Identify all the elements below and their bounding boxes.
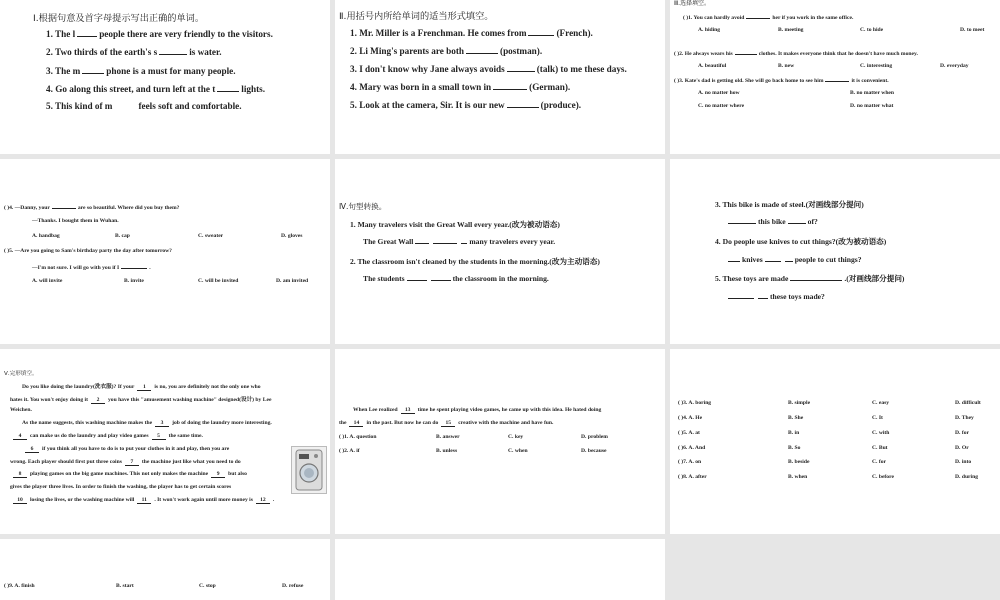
panel-cloze-options-continued[interactable] bbox=[0, 539, 330, 600]
sentence-3: 3. This bike is made of steel.(对画线部分提问) bbox=[715, 200, 864, 209]
mc-question-4: ( )4. —Danny, your are so beautiful. Where did you buy them? bbox=[4, 205, 180, 211]
option-b: B. start bbox=[116, 583, 134, 589]
option-d: D. during bbox=[955, 474, 979, 480]
option-d: D. into bbox=[955, 459, 972, 465]
dialogue-reply: —I'm not sure. I will go with you if I . bbox=[32, 265, 151, 271]
option-b: B. new bbox=[778, 63, 795, 69]
passage-line: When Lee realized 13 time he spent playing video games, he came up with this idea. He hated doing bbox=[353, 407, 602, 413]
empty-slot bbox=[670, 539, 1000, 600]
cloze-question-3: ( )3. A. boring bbox=[678, 400, 712, 406]
option-c: C. key bbox=[508, 434, 524, 440]
panel-multiple-choice-a[interactable] bbox=[670, 0, 1000, 154]
option-d: D. refuse bbox=[282, 583, 304, 589]
option-b: B. invite bbox=[124, 278, 144, 284]
option-d: D. problem bbox=[581, 434, 608, 440]
option-b: B. when bbox=[788, 474, 808, 480]
question-1: 1. The l people there are very friendly to the visitors. bbox=[46, 29, 273, 39]
option-d: D. to meet bbox=[960, 27, 985, 33]
cloze-question-2: ( )2. A. if bbox=[339, 448, 360, 454]
option-b: B. So bbox=[788, 445, 801, 451]
cloze-question-1: ( )1. A. question bbox=[339, 434, 377, 440]
question-5: 5. Look at the camera, Sir. It is our new (produce). bbox=[350, 100, 582, 110]
section-heading: Ⅴ.完形填空。 bbox=[4, 371, 38, 377]
mc-question-5: ( )5. —Are you going to Sam's birthday party the day after tomorrow? bbox=[4, 248, 172, 254]
option-b: B. in bbox=[788, 430, 800, 436]
passage-line: As the name suggests, this washing machine makes the 3 job of doing the laundry more interesting. bbox=[22, 420, 272, 426]
option-d: D. difficult bbox=[955, 400, 981, 406]
option-a: A. beautiful bbox=[698, 63, 727, 69]
option-d: D. Or bbox=[955, 445, 969, 451]
cloze-question-5: ( )5. A. at bbox=[678, 430, 700, 436]
option-a: A. will invite bbox=[32, 278, 63, 284]
panel-sentence-transform-b[interactable] bbox=[670, 159, 1000, 344]
option-c: C. with bbox=[872, 430, 890, 436]
option-c: C. sweater bbox=[198, 233, 224, 239]
cloze-question-8: ( )8. A. after bbox=[678, 474, 707, 480]
panel-cloze-options[interactable] bbox=[670, 349, 1000, 534]
panel-word-forms[interactable] bbox=[335, 0, 665, 154]
answer-line-4: knives people to cut things? bbox=[726, 255, 862, 264]
option-c: C. interesting bbox=[860, 63, 893, 69]
washing-machine-image bbox=[291, 446, 327, 494]
passage-line: Weichen. bbox=[10, 407, 32, 413]
section-heading: Ⅲ.选择填空。 bbox=[674, 0, 711, 7]
cloze-question-6: ( )6. A. And bbox=[678, 445, 706, 451]
question-3: 3. I don't know why Jane always avoids (talk) to me these days. bbox=[350, 64, 627, 74]
passage-line: 6 if you think all you have to do is to put your clothes in it and play, then you are bbox=[22, 446, 229, 453]
mc-question-2: ( )2. He always wears his clothes. It makes everyone think that he doesn't have much money. bbox=[674, 51, 918, 57]
option-c: C. It bbox=[872, 415, 883, 421]
option-d: D. am invited bbox=[276, 278, 309, 284]
cloze-question-4: ( )4. A. He bbox=[678, 415, 703, 421]
passage-line: gives the player three lives. In order to finish the washing, the player has to get certain scores bbox=[10, 484, 232, 490]
passage-line: 8 playing games on the big game machines. This not only makes the machine 9 but also bbox=[10, 471, 247, 478]
option-b: B. unless bbox=[436, 448, 458, 454]
panel-cloze-passage-continued[interactable] bbox=[335, 349, 665, 534]
option-d: D. gloves bbox=[281, 233, 303, 239]
passage-line: 10 losing the lives, or the washing machine will 11 . It won't work again until more money is 12 . bbox=[10, 497, 274, 504]
option-d: D. for bbox=[955, 430, 969, 436]
option-b: B. meeting bbox=[778, 27, 804, 33]
answer-line-5: these toys made? bbox=[726, 292, 825, 301]
sentence-4: 4. Do people use knives to cut things?(改为被动语态) bbox=[715, 237, 887, 246]
section-heading: Ⅳ.句型转换。 bbox=[339, 202, 387, 211]
mc-question-3: ( )3. Kate's dad is getting old. She will go back home to see him it is convenient. bbox=[674, 78, 889, 84]
panel-blank[interactable] bbox=[335, 539, 665, 600]
question-4: 4. Go along this street, and turn left at the t lights. bbox=[46, 84, 266, 94]
panel-cloze-passage[interactable] bbox=[0, 349, 330, 534]
option-b: B. answer bbox=[436, 434, 460, 440]
question-1: 1. Mr. Miller is a Frenchman. He comes from (French). bbox=[350, 28, 593, 38]
cloze-question-7: ( )7. A. on bbox=[678, 459, 702, 465]
panel-vocabulary-letters[interactable] bbox=[0, 0, 330, 154]
question-2: 2. Two thirds of the earth's s is water. bbox=[46, 47, 222, 57]
dialogue-reply: —Thanks. I bought them in Wuhan. bbox=[32, 218, 119, 224]
mc-question-1: ( )1. You can hardly avoid her if you work in the same office. bbox=[683, 15, 854, 21]
passage-line: the 14 in the past. But now he can do 15 creative with the machine and have fun. bbox=[339, 420, 554, 426]
section-heading: Ⅱ.用括号内所给单词的适当形式填空。 bbox=[339, 11, 494, 22]
option-c: C. when bbox=[508, 448, 528, 454]
question-2: 2. Li Ming's parents are both (postman). bbox=[350, 46, 543, 56]
option-c: C. But bbox=[872, 445, 888, 451]
panel-multiple-choice-b[interactable] bbox=[0, 159, 330, 344]
answer-line-1: The Great Wall many travelers every year. bbox=[363, 237, 556, 246]
option-a: A. hiding bbox=[698, 27, 721, 33]
option-a: A. handbag bbox=[32, 233, 60, 239]
question-4: 4. Mary was born in a small town in (German). bbox=[350, 82, 571, 92]
option-d: D. because bbox=[581, 448, 607, 454]
option-b: B. simple bbox=[788, 400, 811, 406]
washing-machine-icon bbox=[292, 447, 326, 493]
option-c: C. will be invited bbox=[198, 278, 239, 284]
passage-line: wrong. Each player should first put three coins 7 the machine just like what you need to do bbox=[10, 459, 241, 465]
question-5: 5. This kind of m feels soft and comfortable. bbox=[46, 101, 242, 111]
option-c: C. no matter where bbox=[698, 103, 745, 109]
option-c: C. easy bbox=[872, 400, 890, 406]
option-c: C. stop bbox=[199, 583, 216, 589]
option-a: A. no matter how bbox=[698, 90, 740, 96]
passage-line: Do you like doing the laundry(洗衣服)? If your 1 is no, you are definitely not the only one who bbox=[22, 384, 261, 390]
sentence-2: 2. The classroom isn't cleaned by the students in the morning.(改为主动语态) bbox=[350, 257, 600, 266]
option-b: B. cap bbox=[115, 233, 130, 239]
answer-line-2: The students the classroom in the morning. bbox=[363, 274, 549, 283]
panel-sentence-transform-a[interactable] bbox=[335, 159, 665, 344]
sentence-1: 1. Many travelers visit the Great Wall every year.(改为被动语态) bbox=[350, 220, 560, 229]
option-d: D. everyday bbox=[940, 63, 969, 69]
question-3: 3. The m phone is a must for many people. bbox=[46, 66, 236, 76]
option-c: C. for bbox=[872, 459, 886, 465]
option-b: B. no matter when bbox=[850, 90, 895, 96]
option-c: C. to hide bbox=[860, 27, 884, 33]
passage-line: hates it. You won't enjoy doing it 2 you have this "amusement washing machine" designed(设计) by Lee bbox=[10, 397, 272, 403]
option-d: D. They bbox=[955, 415, 974, 421]
sentence-5: 5. These toys are made .(对画线部分提问) bbox=[715, 274, 905, 283]
option-b: B. beside bbox=[788, 459, 810, 465]
section-heading: Ⅰ.根据句意及首字母提示写出正确的单词。 bbox=[33, 13, 205, 24]
option-c: C. before bbox=[872, 474, 894, 480]
option-d: D. no matter what bbox=[850, 103, 894, 109]
passage-line: 4 can make us do the laundry and play video games 5 the same time. bbox=[10, 433, 203, 440]
answer-line-3: this bike of? bbox=[726, 217, 818, 226]
option-b: B. She bbox=[788, 415, 804, 421]
cloze-question-9: ( )9. A. finish bbox=[4, 583, 35, 589]
